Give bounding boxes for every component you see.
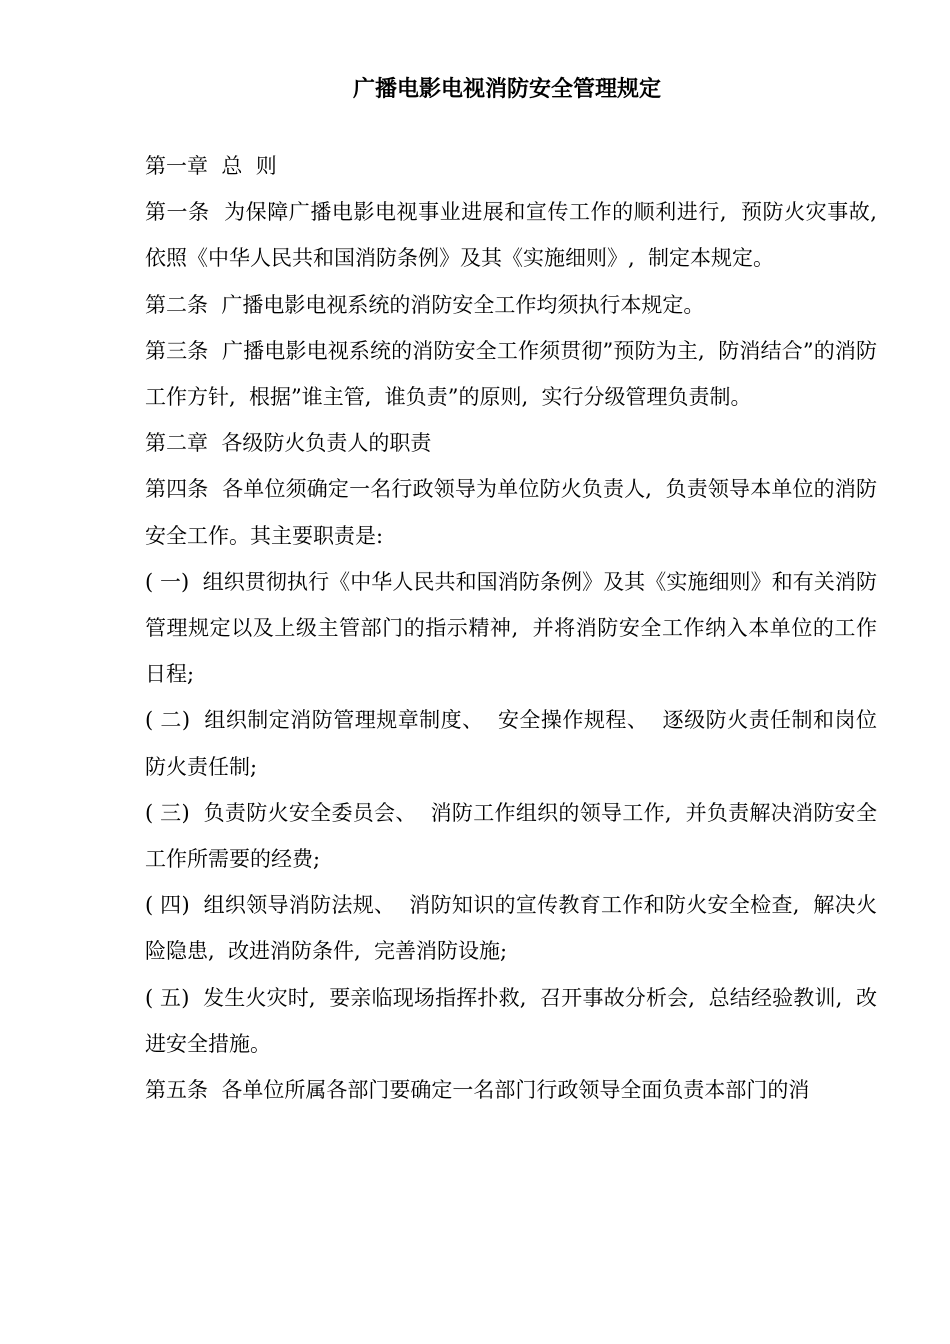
article-4-item-2: ( 二) 组织制定消防管理规章制度、 安全操作规程、 逐级防火责任制和岗位防火责任制; <box>145 708 877 779</box>
chapter-1-heading: 第一章 总 则 <box>145 154 277 178</box>
document-title: 广播电影电视消防安全管理规定 <box>352 77 661 102</box>
article-3: 第三条 广播电影电视系统的消防安全工作须贯彻”预防为主, 防消结合”的消防工作方针, 根据”谁主管, 谁负责”的原则, 实行分级管理负责制。 <box>145 338 877 410</box>
article-4-item-3: ( 三) 负责防火安全委员会、 消防工作组织的领导工作, 并负责解决消防安全工作所需要的经费; <box>145 800 877 872</box>
article-5: 第五条 各单位所属各部门要确定一名部门行政领导全面负责本部门的消 <box>145 1078 810 1103</box>
article-4-item-4: ( 四) 组织领导消防法规、 消防知识的宣传教育工作和防火安全检查, 解决火险隐患, 改进消防条件, 完善消防设施; <box>145 893 877 964</box>
chapter-2-heading: 第二章 各级防火负责人的职责 <box>145 431 432 456</box>
document-body <box>145 143 891 1113</box>
article-4-item-1: ( 一) 组织贯彻执行《中华人民共和国消防条例》及其《实施细则》和有关消防管理规定以及上级主管部门的指示精神, 并将消防安全工作纳入本单位的工作日程; <box>145 569 877 687</box>
article-4-item-5: ( 五) 发生火灾时, 要亲临现场指挥扑救, 召开事故分析会, 总结经验教训, 改进安全措施。 <box>145 985 877 1056</box>
article-1: 第一条 为保障广播电影电视事业进展和宣传工作的顺利进行, 预防火灾事故, 依照《中华人民共和国消防条例》及其《实施细则》, 制定本规定。 <box>145 200 891 271</box>
article-4: 第四条 各单位须确定一名行政领导为单位防火负责人, 负责领导本单位的消防安全工作。其主要职责是: <box>145 477 877 548</box>
article-2: 第二条 广播电影电视系统的消防安全工作均须执行本规定。 <box>145 292 705 317</box>
